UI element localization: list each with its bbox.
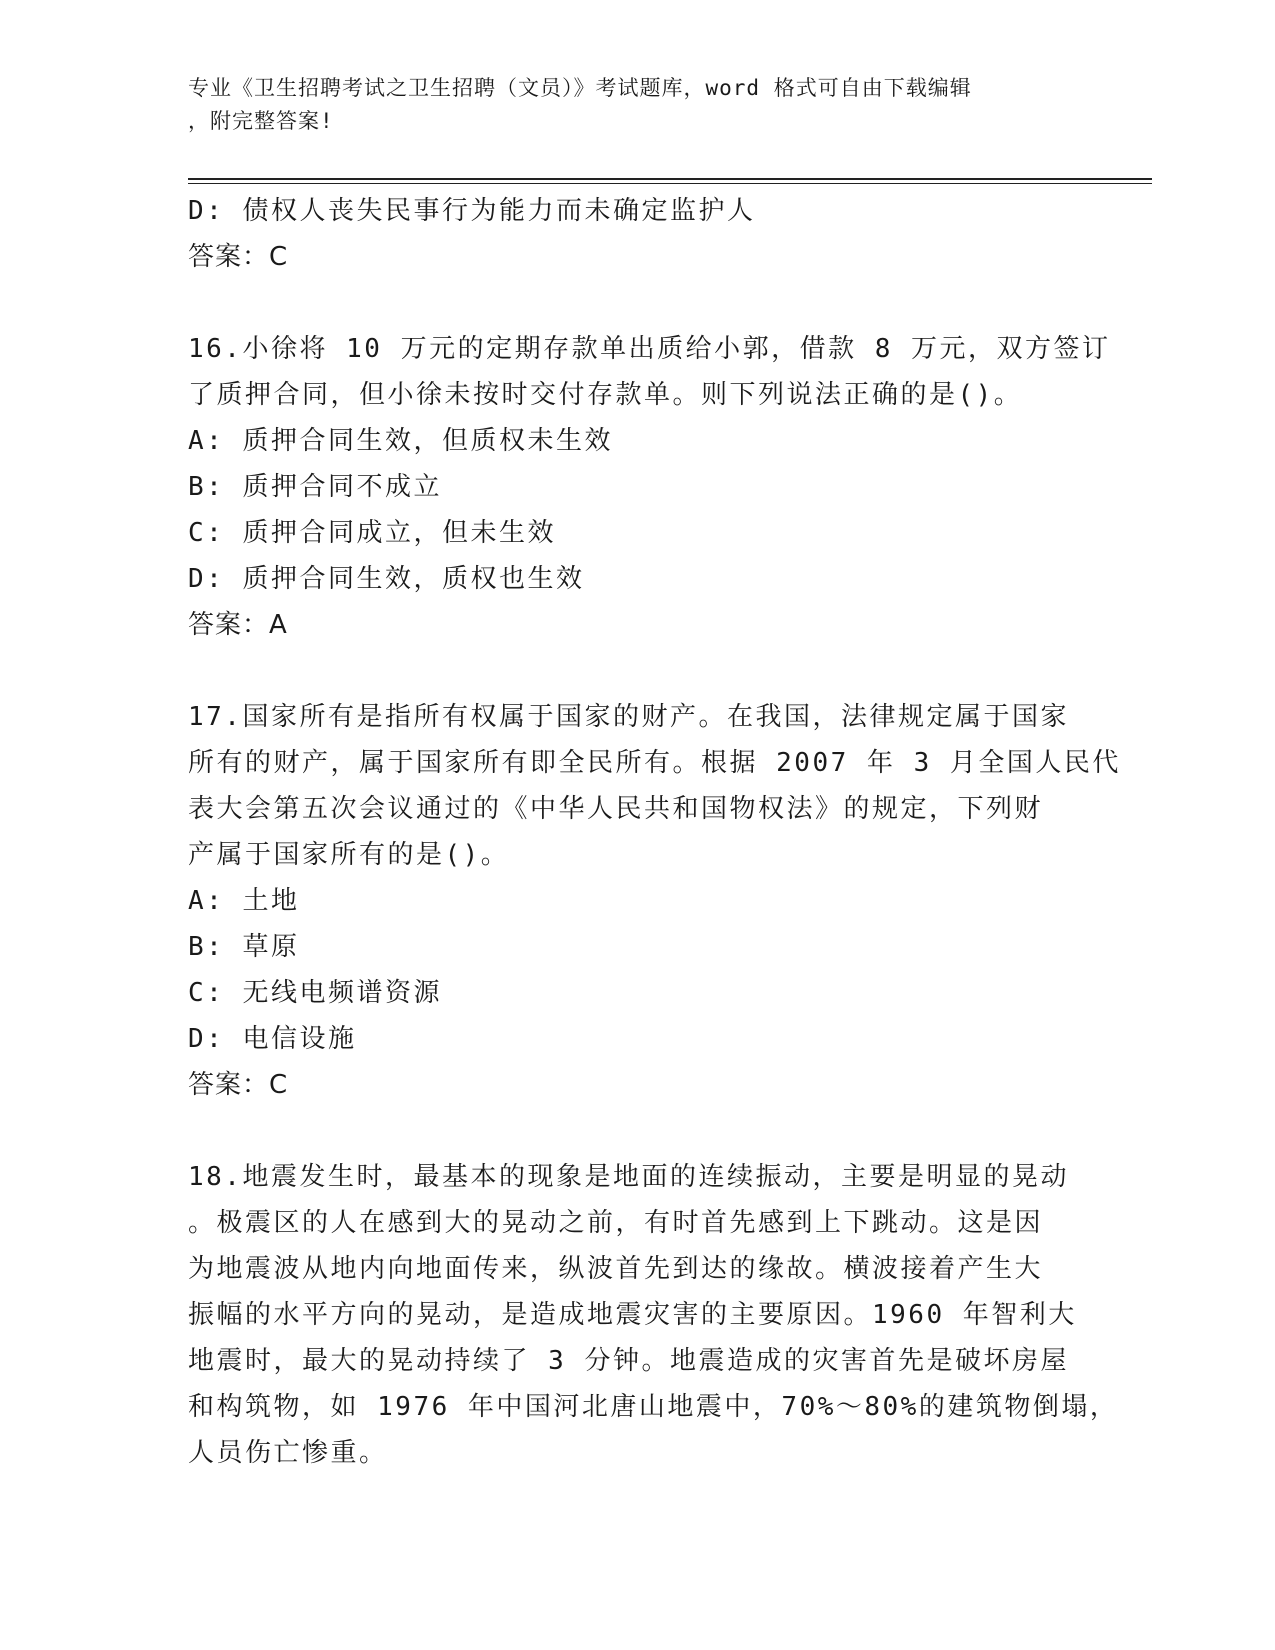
header-divider-thick: [188, 178, 1152, 180]
question-stem-line: 所有的财产，属于国家所有即全民所有。根据 2007 年 3 月全国人民代: [188, 748, 1121, 778]
option-b: B: 质押合同不成立: [188, 472, 442, 502]
question-stem-line: 产属于国家所有的是()。: [188, 840, 510, 870]
answer: 答案：A: [188, 610, 288, 640]
answer: 答案：C: [188, 1070, 289, 1100]
option-d: D: 电信设施: [188, 1024, 357, 1054]
question-stem-line: 16.小徐将 10 万元的定期存款单出质给小郭，借款 8 万元，双方签订: [188, 334, 1111, 364]
spacer: [188, 648, 1088, 694]
answer: 答案：C: [188, 242, 289, 272]
page-header: [188, 72, 1088, 138]
option-a: A: 质押合同生效，但质权未生效: [188, 426, 613, 456]
spacer: [188, 1108, 1088, 1154]
question-stem-line: 地震时，最大的晃动持续了 3 分钟。地震造成的灾害首先是破坏房屋: [188, 1346, 1069, 1376]
question-16: [188, 326, 1111, 648]
question-stem-line: 。极震区的人在感到大的晃动之前，有时首先感到上下跳动。这是因: [188, 1208, 1044, 1238]
option-d: D: 债权人丧失民事行为能力而未确定监护人: [188, 196, 756, 226]
header-divider-thin: [188, 183, 1152, 184]
question-stem-line: 表大会第五次会议通过的《中华人民共和国物权法》的规定，下列财: [188, 794, 1044, 824]
option-c: C: 无线电频谱资源: [188, 978, 442, 1008]
question-15-tail: [188, 188, 1088, 280]
question-stem-line: 振幅的水平方向的晃动，是造成地震灾害的主要原因。1960 年智利大: [188, 1300, 1077, 1330]
question-stem-line: 了质押合同，但小徐未按时交付存款单。则下列说法正确的是()。: [188, 380, 1023, 410]
header-line-1: 专业《卫生招聘考试之卫生招聘（文员）》考试题库，word 格式可自由下载编辑: [188, 76, 972, 100]
option-d: D: 质押合同生效，质权也生效: [188, 564, 585, 594]
header-line-2: ，附完整答案!: [188, 109, 334, 133]
question-17: [188, 694, 1121, 1108]
question-stem-line: 为地震波从地内向地面传来，纵波首先到达的缘故。横波接着产生大: [188, 1254, 1044, 1284]
question-stem-line: 18.地震发生时，最基本的现象是地面的连续振动，主要是明显的晃动: [188, 1162, 1069, 1192]
question-stem-line: 17.国家所有是指所有权属于国家的财产。在我国，法律规定属于国家: [188, 702, 1069, 732]
question-18: [188, 1154, 1119, 1476]
question-stem-line: 和构筑物，如 1976 年中国河北唐山地震中，70%～80%的建筑物倒塌，: [188, 1392, 1119, 1422]
option-c: C: 质押合同成立，但未生效: [188, 518, 556, 548]
question-stem-line: 人员伤亡惨重。: [188, 1438, 388, 1468]
spacer: [188, 280, 1088, 326]
option-b: B: 草原: [188, 932, 300, 962]
document-body: [188, 188, 1121, 1476]
option-a: A: 土地: [188, 886, 300, 916]
